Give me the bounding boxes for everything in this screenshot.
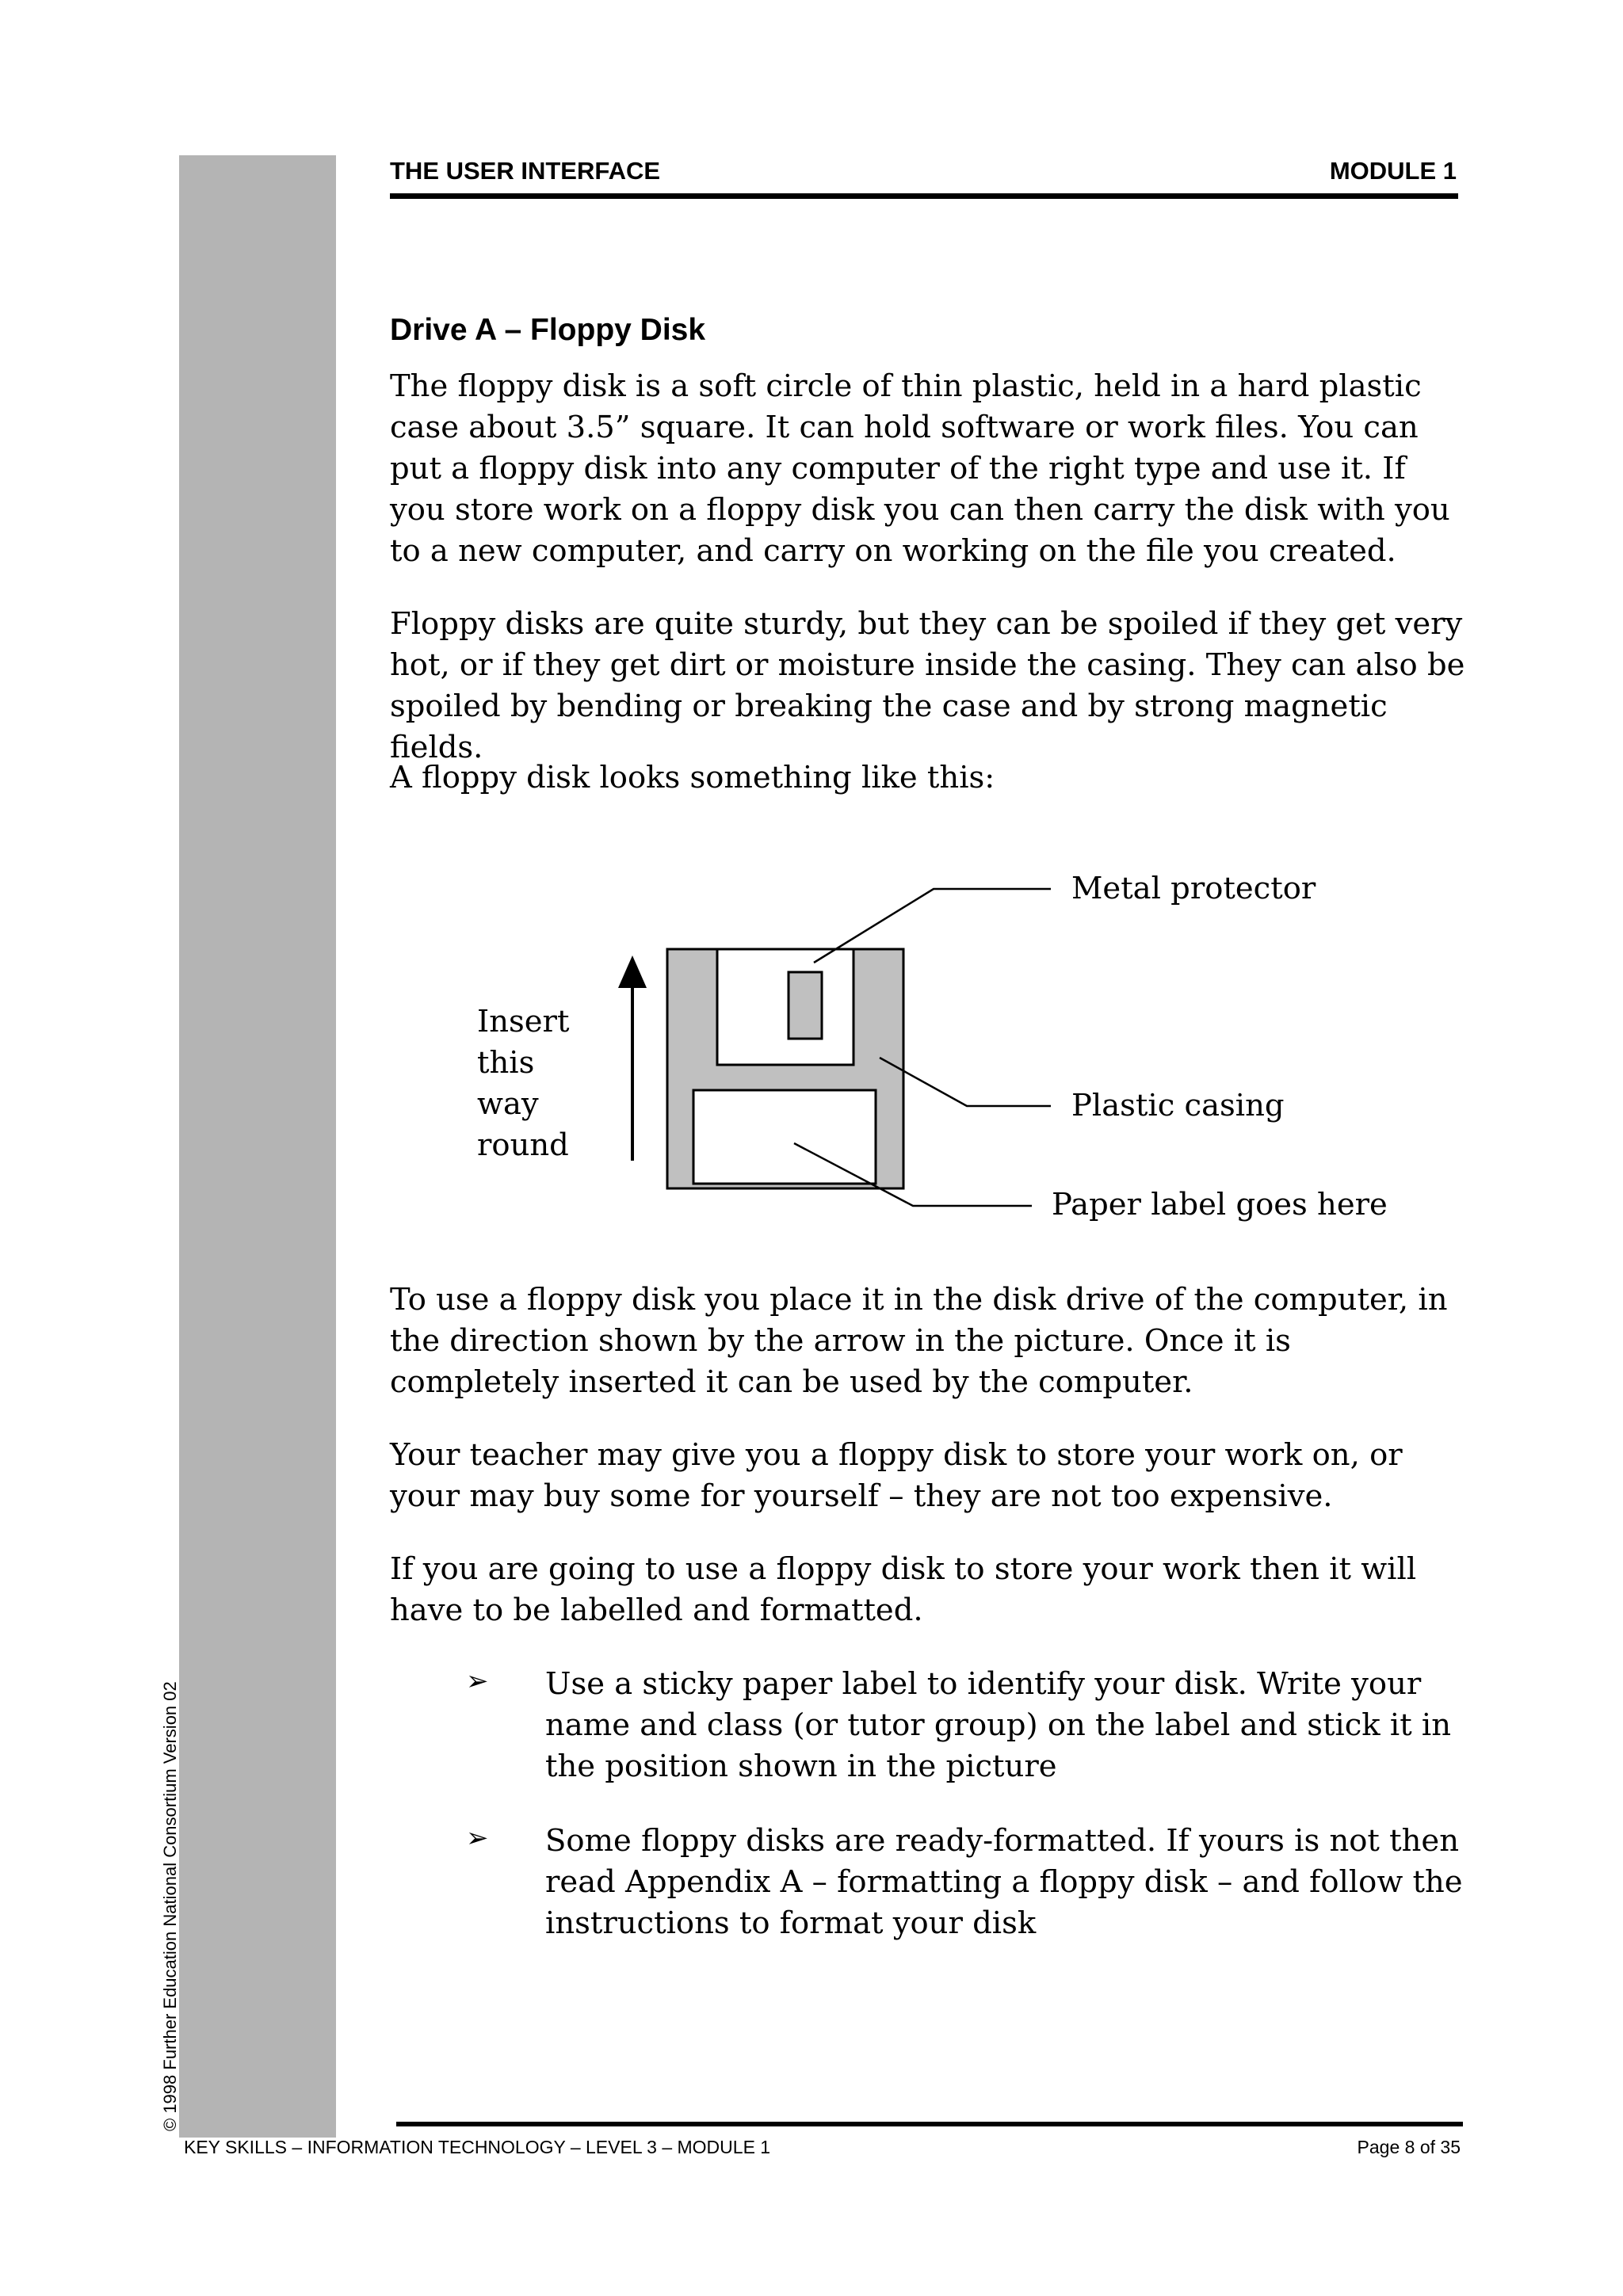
section-title: Drive A – Floppy Disk [390, 313, 706, 347]
header-title: THE USER INTERFACE [390, 157, 661, 185]
footer-page-number: Page 8 of 35 [1357, 2137, 1461, 2157]
paper-label-label: Paper label goes here [1052, 1187, 1388, 1222]
paragraph-looks-like: A floppy disk looks something like this: [390, 760, 995, 795]
label-area [693, 1090, 876, 1184]
insert-label-line-4: round [477, 1127, 569, 1163]
plastic-casing-label: Plastic casing [1071, 1088, 1285, 1123]
paragraph-intro: The floppy disk is a soft circle of thin plastic, held in a hard plastic case about 3.5” square. It can hold software or work files. You can put a floppy disk into any computer of the right type and use it. If you store work on a floppy disk you can then carry the disk with you to a new computer, and carry on working on the file you created. [390, 368, 1450, 569]
bullet-item-format: Some floppy disks are ready-formatted. If yours is not then read Appendix A – formatting a floppy disk – and follow the instructions to format your disk [545, 1823, 1463, 1941]
footer-course: KEY SKILLS – INFORMATION TECHNOLOGY – LEVEL 3 – MODULE 1 [184, 2137, 771, 2157]
metal-shutter [717, 949, 854, 1065]
plastic-casing-leader [880, 1058, 1051, 1106]
insert-label-line-1: Insert [477, 1004, 570, 1039]
shutter-window [789, 972, 822, 1039]
paragraph-label-format: If you are going to use a floppy disk to store your work then it will have to be labelled and formatted. [390, 1551, 1417, 1628]
paragraph-sturdiness: Floppy disks are quite sturdy, but they can be spoiled if they get very hot, or if they get dirt or moisture inside the casing. They can also be spoiled by bending or breaking the case and by strong magnetic fields. [390, 606, 1465, 765]
header-module: MODULE 1 [1329, 157, 1457, 185]
bullet-item-label: Use a sticky paper label to identify your disk. Write your name and class (or tutor group) on the label and stick it in the position shown in the picture [545, 1666, 1452, 1784]
copyright-notice: © 1998 Further Education National Consortium Version 02 [160, 1681, 180, 2131]
paragraph-usage: To use a floppy disk you place it in the disk drive of the computer, in the direction shown by the arrow in the picture. Once it is completely inserted it can be used by the computer. [390, 1282, 1448, 1400]
arrowhead-bullet-icon: ➢ [466, 1665, 489, 1697]
metal-protector-label: Metal protector [1071, 871, 1316, 906]
insert-label-line-3: way [477, 1086, 539, 1122]
footer-rule [396, 2122, 1463, 2126]
insert-label-line-2: this [477, 1045, 535, 1081]
paragraph-teacher: Your teacher may give you a floppy disk to store your work on, or your may buy some for yourself – they are not too expensive. [390, 1437, 1403, 1514]
insert-arrow-icon [618, 955, 647, 1161]
arrowhead-bullet-icon: ➢ [466, 1822, 489, 1854]
